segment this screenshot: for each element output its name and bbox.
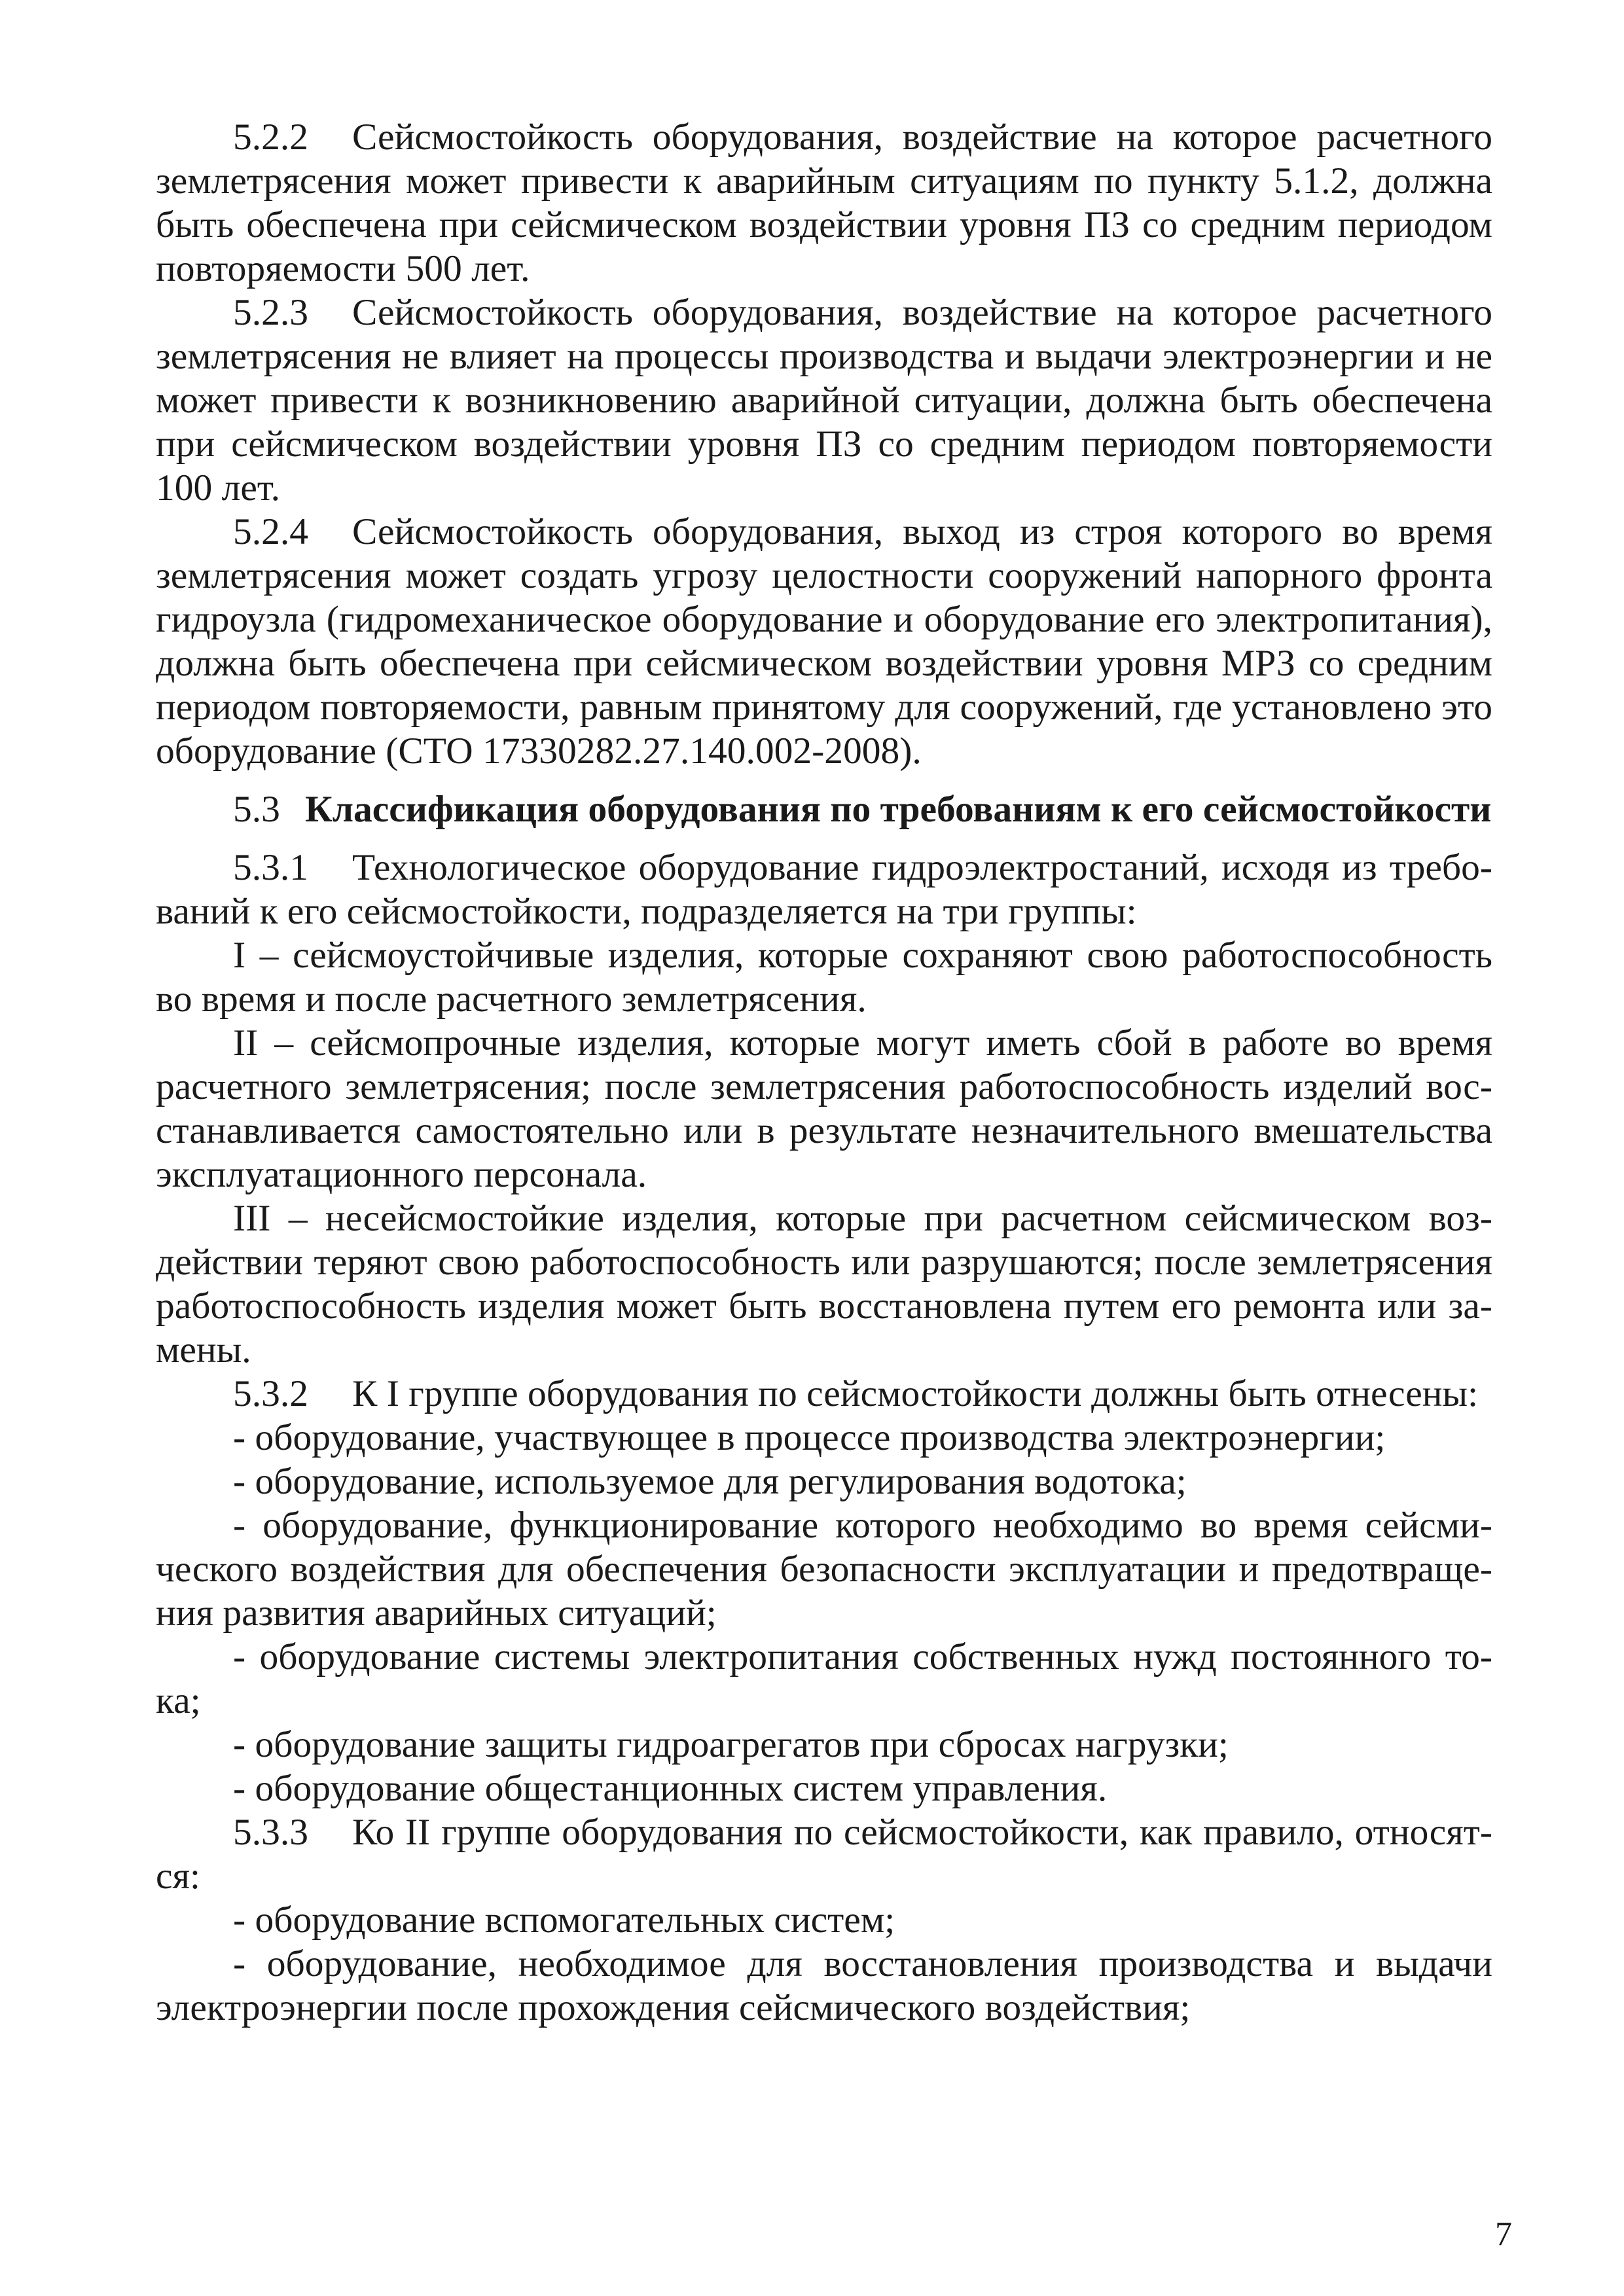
clause-text: Ко II группе оборудования по сейсмостойкости, как правило, относятся:	[156, 1812, 1492, 1897]
paragraph-5-2-2	[156, 115, 1492, 291]
list-item: - оборудование общестанционных систем управления.	[233, 1768, 1108, 1809]
document-body	[156, 115, 1492, 2030]
clause-number: 5.2.2	[233, 117, 308, 158]
list-item: - оборудование защиты гидроагрегатов при сбросах нагрузки;	[233, 1724, 1229, 1765]
paragraph-5-3-2	[156, 1372, 1492, 1416]
list-item: - оборудование вспомогательных систем;	[233, 1899, 895, 1941]
clause-text: К I группе оборудования по сейсмостойкости должны быть отнесены:	[352, 1373, 1479, 1414]
clause-text: Сейсмостойкость оборудования, выход из строя которого во время землетрясения может создать угрозу целостности сооружений напорного фронта гидроузла (гидромеханическое оборудование и оборудование его электропитания), должна быть обеспечена при сейсмическом воздействии уровня МРЗ со средним периодом повторяемости, равным принятому для сооружений, где установлено это оборудование (СТО 17330282.27.140.002-2008).	[156, 511, 1492, 772]
group-iii-definition: III – несейсмостойкие изделия, которые при расчетном сейсмическом воздействии теряют свою работоспособность или разрушаются; после землетрясения работоспособность изделия может быть восстановлена путем его ремонта или замены.	[156, 1198, 1492, 1371]
list-item: - оборудование, участвующее в процессе производства электроэнергии;	[233, 1417, 1386, 1458]
paragraph-5-2-4	[156, 510, 1492, 773]
clause-text: Сейсмостойкость оборудования, воздействие на которое расчетного землетрясения не влияет на процессы производства и выдачи электроэнергии и не может привести к возникновению аварийной ситуации, должна быть обеспечена при сейсмическом воздействии уровня ПЗ со средним периодом повторяемости 100 лет.	[156, 292, 1492, 509]
list-item: - оборудование системы электропитания собственных нужд постоянного тока;	[156, 1636, 1492, 1721]
list-item: - оборудование, необходимое для восстановления производства и выдачи электроэнергии после прохождения сейсмического воздействия;	[156, 1943, 1492, 2028]
section-heading-5-3	[156, 787, 1492, 831]
clause-number: 5.3.1	[233, 847, 308, 888]
paragraph-5-2-3	[156, 291, 1492, 510]
group-i-definition: I – сейсмоустойчивые изделия, которые сохраняют свою работоспособность во время и после расчетного землетрясения.	[156, 935, 1492, 1020]
clause-number: 5.3.2	[233, 1373, 308, 1414]
clause-text: Технологическое оборудование гидроэлектростаний, исходя из требований к его сейсмостойкости, подразделяется на три группы:	[156, 847, 1492, 932]
clause-number: 5.2.4	[233, 511, 308, 552]
section-number: 5.3	[233, 789, 280, 830]
page-number: 7	[1495, 2215, 1512, 2253]
paragraph-5-3-3	[156, 1810, 1492, 1898]
list-item: - оборудование, функционирование которого необходимо во время сейсмического воздействия для обеспечения безопасности эксплуатации и предотвращения развития аварийных ситуаций;	[156, 1505, 1492, 1634]
clause-number: 5.3.3	[233, 1812, 308, 1853]
clause-number: 5.2.3	[233, 292, 308, 333]
list-item: - оборудование, используемое для регулирования водотока;	[233, 1461, 1187, 1502]
clause-text: Сейсмостойкость оборудования, воздействие на которое расчетного землетрясения может привести к аварийным ситуациям по пункту 5.1.2, должна быть обеспечена при сейсмическом воздействии уровня ПЗ со средним периодом повторяемости 500 лет.	[156, 117, 1492, 289]
group-ii-definition: II – сейсмопрочные изделия, которые могут иметь сбой в работе во время расчетного землетрясения; после землетрясения работоспособность изделий восстанавливается самостоятельно или в результате незначительного вмешательства эксплуатационного персонала.	[156, 1022, 1492, 1195]
paragraph-5-3-1	[156, 846, 1492, 933]
section-title: Классификация оборудования по требованиям к его сейсмостойкости	[305, 789, 1492, 830]
